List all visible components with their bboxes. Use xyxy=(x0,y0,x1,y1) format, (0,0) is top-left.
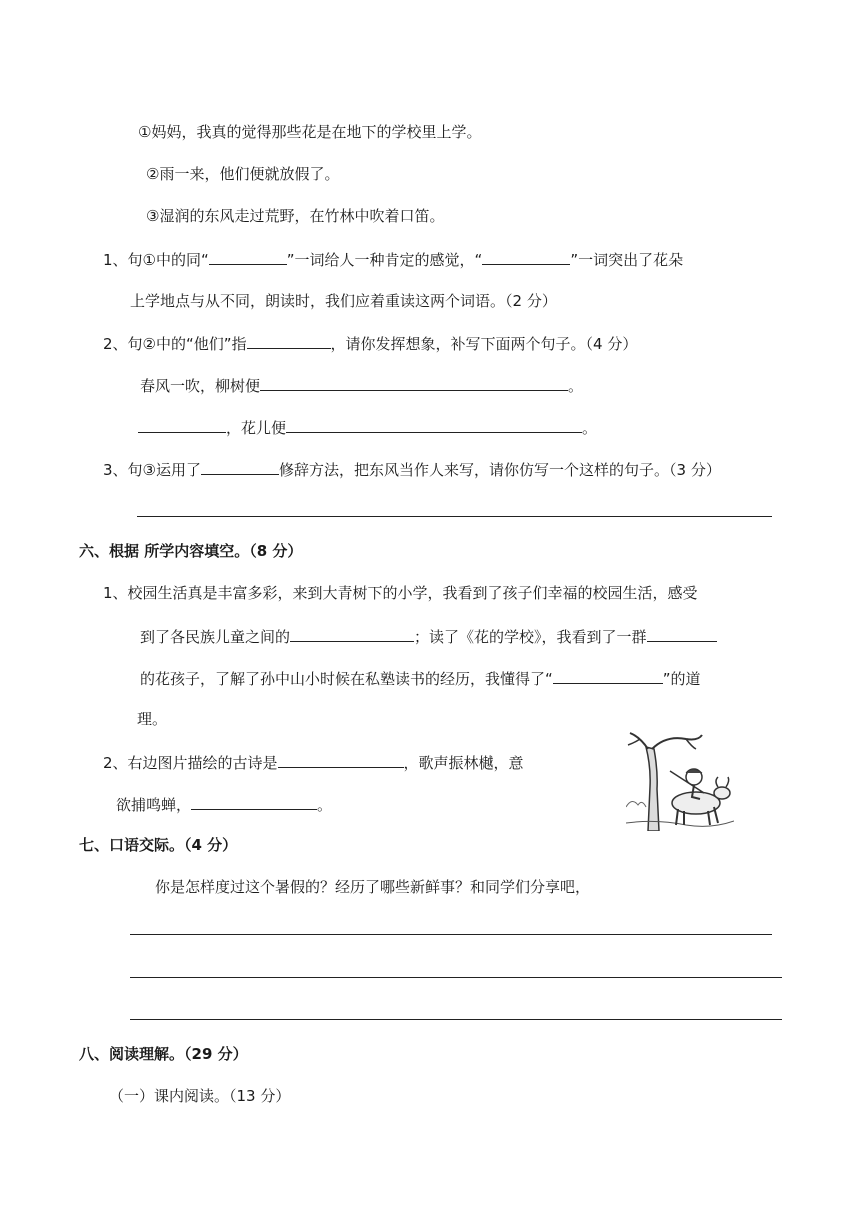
question-3-blank-1[interactable] xyxy=(201,458,279,475)
question-2-blank-2[interactable] xyxy=(260,374,568,391)
section-6-q2-blank-2[interactable] xyxy=(191,793,317,810)
question-2-blank-4[interactable] xyxy=(286,416,582,433)
section-6-title: 六、根据 所学内容填空。（8 分） xyxy=(79,542,303,560)
section-6-q1-text-e: ”的道 xyxy=(662,670,701,688)
section-6-q1-text-d: 的花孩子，了解了孙中山小时候在私塾读书的经历，我懂得了“ xyxy=(140,670,553,688)
question-2-line-3 xyxy=(138,416,597,438)
question-1-text-a: 1、句①中的同“ xyxy=(103,251,209,269)
section-7-prompt: 你是怎样度过这个暑假的？经历了哪些新鲜事？和同学们分享吧， xyxy=(155,878,591,896)
section-6-q1-line-4: 理。 xyxy=(137,710,168,728)
section-8-title: 八、阅读理解。（29 分） xyxy=(79,1045,248,1063)
section-6-q1-line-1: 1、校园生活真是丰富多彩，来到大青树下的小学，我看到了孩子们幸福的校园生活，感受 xyxy=(103,584,698,602)
question-2-line-2 xyxy=(140,374,583,396)
section-6-q2-text-d: 。 xyxy=(317,796,333,814)
section-6-q1-text-b: 到了各民族儿童之间的 xyxy=(140,628,291,646)
question-3-text-b: 修辞方法，把东风当作人来写，请你仿写一个这样的句子。（3 分） xyxy=(279,461,721,479)
question-2-text-a: 2、句②中的“他们”指 xyxy=(103,335,247,353)
section-6-q1-text-c: ；读了《花的学校》，我看到了一群 xyxy=(414,628,647,646)
question-2-text-e: ，花儿便 xyxy=(226,419,287,437)
question-2-text-d: 。 xyxy=(568,377,584,395)
section-6-q2-text-c: 欲捕鸣蝉， xyxy=(116,796,192,814)
question-3-answer-line[interactable] xyxy=(137,516,772,517)
section-6-q2-blank-1[interactable] xyxy=(278,751,404,768)
question-2-text-b: ，请你发挥想象，补写下面两个句子。（4 分） xyxy=(330,335,638,353)
section-6-q2-text-a: 2、右边图片描绘的古诗是 xyxy=(103,754,278,772)
passage-sentence-3: ③湿润的东风走过荒野，在竹林中吹着口笛。 xyxy=(146,207,445,225)
section-6-q1-line-3 xyxy=(140,667,701,689)
passage-sentence-2: ②雨一来，他们便就放假了。 xyxy=(146,165,340,183)
question-3-text-a: 3、句③运用了 xyxy=(103,461,201,479)
question-1-text-b: ”一词给人一种肯定的感觉，“ xyxy=(286,251,483,269)
question-2-text-f: 。 xyxy=(582,419,598,437)
section-6-q2-text-b: ，歌声振林樾，意 xyxy=(403,754,524,772)
section-6-q2-line-1 xyxy=(103,751,524,773)
passage-sentence-1: ①妈妈，我真的觉得那些花是在地下的学校里上学。 xyxy=(138,123,482,141)
section-6-q1-blank-1[interactable] xyxy=(290,625,414,642)
section-6-q1-blank-3[interactable] xyxy=(553,667,663,684)
section-6-q2-line-2 xyxy=(116,793,332,815)
question-1-line-2: 上学地点与从不同，朗读时，我们应着重读这两个词语。（2 分） xyxy=(130,292,557,310)
section-8-subtitle: （一）课内阅读。（13 分） xyxy=(109,1087,291,1105)
section-7-answer-line-1[interactable] xyxy=(130,934,772,935)
section-7-title: 七、口语交际。（4 分） xyxy=(79,836,238,854)
section-7-answer-line-2[interactable] xyxy=(130,977,782,978)
question-2-blank-3[interactable] xyxy=(138,416,226,433)
question-2-blank-1[interactable] xyxy=(247,332,331,349)
ox-herd-boy-illustration xyxy=(626,727,734,831)
section-6-q1-line-2 xyxy=(140,625,717,647)
question-2-text-c: 春风一吹，柳树便 xyxy=(140,377,261,395)
section-6-q1-blank-2[interactable] xyxy=(647,625,717,642)
question-1-blank-1[interactable] xyxy=(209,248,287,265)
question-1-line-1 xyxy=(103,248,683,270)
question-3-line-1 xyxy=(103,458,721,480)
question-1-blank-2[interactable] xyxy=(482,248,570,265)
question-2-line-1 xyxy=(103,332,637,354)
section-7-answer-line-3[interactable] xyxy=(130,1019,782,1020)
question-1-text-c: ”一词突出了花朵 xyxy=(570,251,684,269)
